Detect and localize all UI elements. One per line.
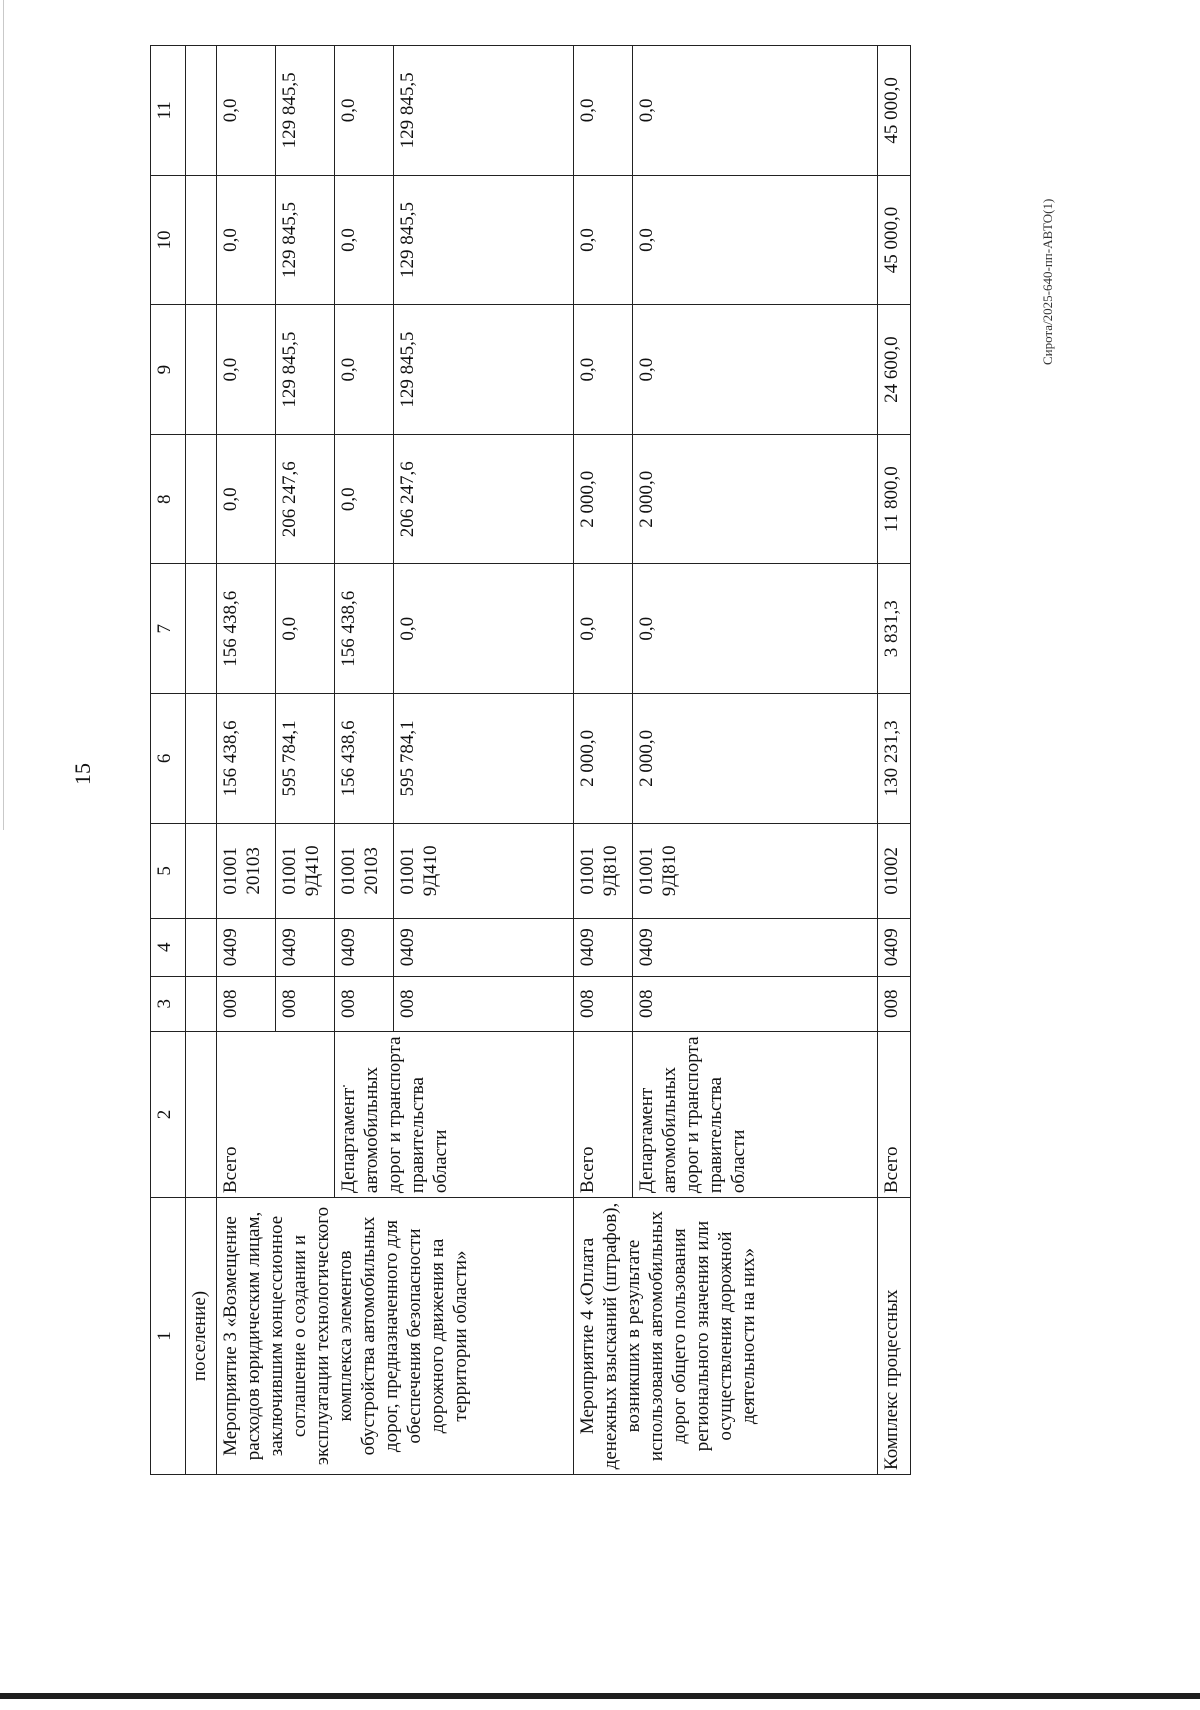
cell: 0,0	[335, 305, 394, 435]
cell: 129 845,5	[276, 175, 335, 305]
cell: 01001 20103	[335, 823, 394, 918]
cell: 01001 9Д410	[276, 823, 335, 918]
row-label: поселение)	[186, 1198, 217, 1475]
cell: 0409	[335, 918, 394, 976]
cell: 0,0	[574, 564, 633, 694]
measure-4-name: Мероприятие 4 «Оплата денежных взысканий (штрафов), возникших в результате использования автомобильных дорог общего пользования регионального значения или осуществления дорожной деятельности на них»	[574, 1198, 878, 1475]
cell: 0,0	[574, 175, 633, 305]
cell: 2 000,0	[574, 694, 633, 824]
cell: 0,0	[217, 46, 276, 176]
col-header: 3	[151, 976, 186, 1031]
budget-table	[150, 45, 911, 1475]
total-label: Всего	[217, 1031, 335, 1197]
cell: 206 247,6	[394, 434, 574, 564]
department-label: Департамент автомобильных дорог и транспорта правительства области	[633, 1031, 878, 1197]
col-header: 8	[151, 434, 186, 564]
col-header: 5	[151, 823, 186, 918]
table-row	[574, 46, 633, 1475]
complex-name: Комплекс процессных	[878, 1198, 911, 1475]
cell: 0,0	[335, 175, 394, 305]
cell: 130 231,3	[878, 694, 911, 824]
cell: 008	[217, 976, 276, 1031]
column-number-row	[151, 46, 186, 1475]
total-label: Всего	[878, 1031, 911, 1197]
cell: 008	[335, 976, 394, 1031]
cell: 008	[574, 976, 633, 1031]
cell: 008	[276, 976, 335, 1031]
cell: 206 247,6	[276, 434, 335, 564]
page-number: 15	[70, 763, 95, 785]
scan-edge-bar	[0, 1693, 1200, 1699]
total-label: Всего	[574, 1031, 633, 1197]
cell: 008	[633, 976, 878, 1031]
document-footer: Сирота/2025-640-пп-АВТО(1)	[1040, 198, 1055, 365]
cell: 129 845,5	[276, 46, 335, 176]
cell: 0,0	[217, 434, 276, 564]
col-header: 10	[151, 175, 186, 305]
cell: 0409	[633, 918, 878, 976]
cell: 0409	[217, 918, 276, 976]
left-margin-line	[3, 0, 4, 830]
col-header: 11	[151, 46, 186, 176]
cell: 0,0	[633, 175, 878, 305]
cell: 01001 9Д810	[574, 823, 633, 918]
cell: 0,0	[633, 46, 878, 176]
cell: 01001 9Д410	[394, 823, 574, 918]
cell: 2 000,0	[633, 694, 878, 824]
cell: 129 845,5	[394, 305, 574, 435]
cell: 0,0	[633, 305, 878, 435]
cell: 0409	[878, 918, 911, 976]
table-row	[878, 46, 911, 1475]
cell: 45 000,0	[878, 175, 911, 305]
cell: 156 438,6	[217, 564, 276, 694]
cell: 0,0	[574, 46, 633, 176]
cell: 24 600,0	[878, 305, 911, 435]
cell: 0,0	[276, 564, 335, 694]
table-row	[217, 46, 276, 1475]
col-header: 6	[151, 694, 186, 824]
cell: 11 800,0	[878, 434, 911, 564]
cell: 0,0	[217, 305, 276, 435]
cell: 0,0	[574, 305, 633, 435]
cell: 156 438,6	[217, 694, 276, 824]
col-header: 2	[151, 1031, 186, 1197]
cell: 0,0	[335, 434, 394, 564]
cell: 156 438,6	[335, 564, 394, 694]
cell: 01001 20103	[217, 823, 276, 918]
cell: 595 784,1	[394, 694, 574, 824]
cell: 01001 9Д810	[633, 823, 878, 918]
cell: 156 438,6	[335, 694, 394, 824]
cell: 129 845,5	[394, 175, 574, 305]
department-label: Департамент автомобильных дорог и транспорта правительства области	[335, 1031, 574, 1197]
cell: 3 831,3	[878, 564, 911, 694]
cell: 0,0	[633, 564, 878, 694]
col-header: 7	[151, 564, 186, 694]
cell: 01002	[878, 823, 911, 918]
cell: 008	[394, 976, 574, 1031]
rotated-page	[70, 45, 1088, 1475]
cell: 0409	[394, 918, 574, 976]
col-header: 4	[151, 918, 186, 976]
cell: 45 000,0	[878, 46, 911, 176]
cell: 595 784,1	[276, 694, 335, 824]
cell: 0,0	[394, 564, 574, 694]
measure-3-name: Мероприятие 3 «Возмещение расходов юридическим лицам, заключившим концессионное соглашение о создании и эксплуатации технологического комплекса элементов обустройства автомобильных дорог, предназначенного для обеспечения безопасности дорожного движения на территории области»	[217, 1198, 574, 1475]
cell: 008	[878, 976, 911, 1031]
cell: 0,0	[335, 46, 394, 176]
cell: 129 845,5	[394, 46, 574, 176]
cell: 0409	[574, 918, 633, 976]
col-header: 9	[151, 305, 186, 435]
col-header: 1	[151, 1198, 186, 1475]
cell: 0409	[276, 918, 335, 976]
cell: 0,0	[217, 175, 276, 305]
cell: 2 000,0	[633, 434, 878, 564]
cell: 129 845,5	[276, 305, 335, 435]
cell: 2 000,0	[574, 434, 633, 564]
table-row	[186, 46, 217, 1475]
